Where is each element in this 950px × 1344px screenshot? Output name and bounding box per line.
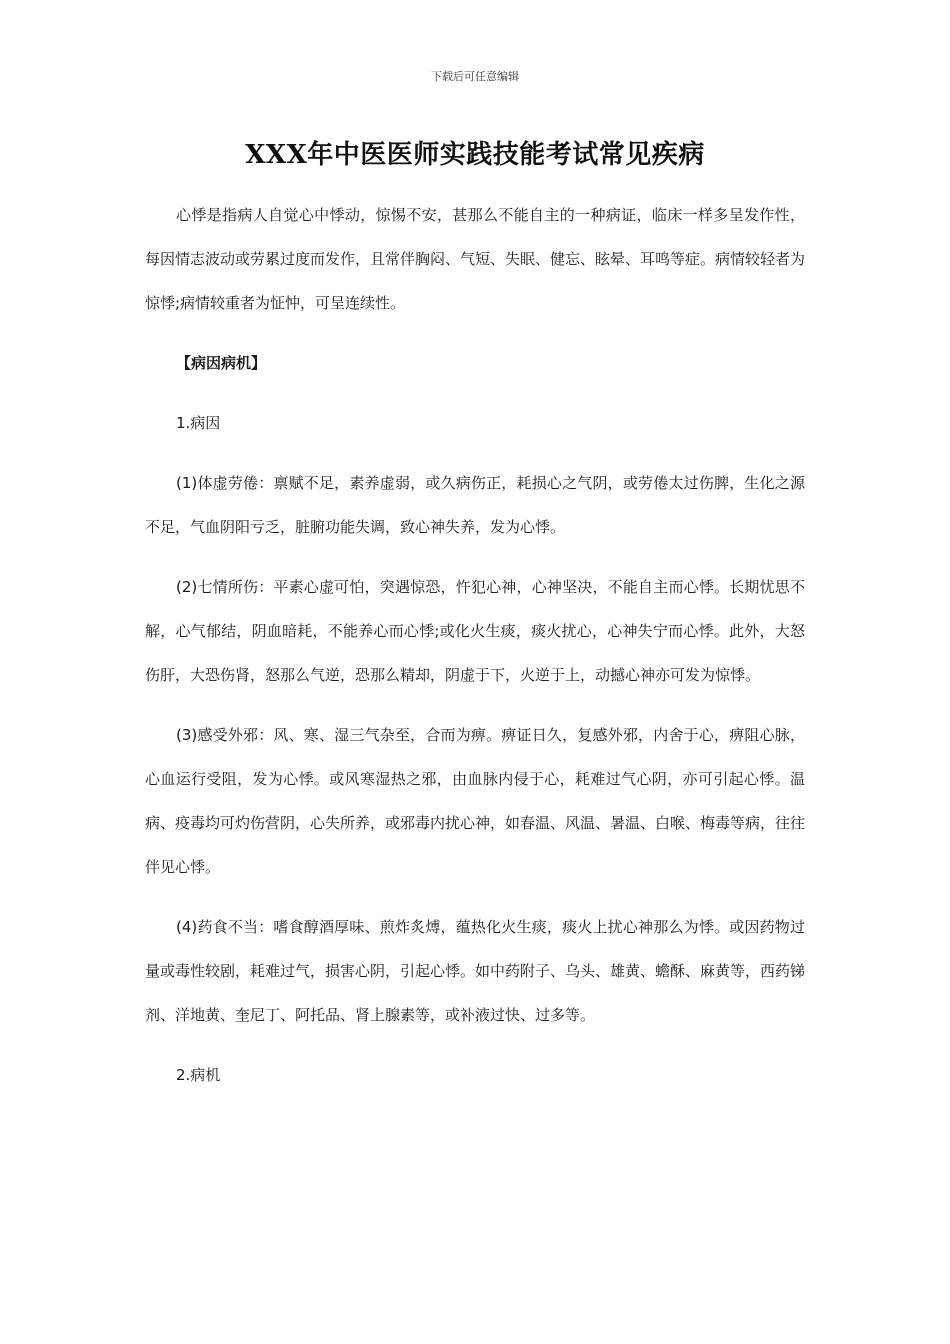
subsection-title-cause: 1.病因 — [176, 414, 221, 432]
document-title: XXX年中医医师实践技能考试常见疾病 — [245, 140, 705, 170]
subsection-title-mechanism: 2.病机 — [176, 1066, 221, 1084]
cause-item-3: (3)感受外邪：风、寒、湿三气杂至，合而为痹。痹证日久，复感外邪，内舍于心，痹阻心脉，心血运行受阻，发为心悸。或风寒湿热之邪，由血脉内侵于心，耗难过气心阴，亦可引起心悸。温病、疫毒均可灼伤营阴，心失所养，或邪毒内扰心神，如春温、风温、暑温、白喉、梅毒等病，往往伴见心悸。 — [145, 726, 806, 876]
cause-item-4: (4)药食不当：嗜食醇酒厚味、煎炸炙煿，蕴热化火生痰，痰火上扰心神那么为悸。或因药物过量或毒性较剧，耗难过气，损害心阴，引起心悸。如中药附子、乌头、雄黄、蟾酥、麻黄等，西药锑剂、洋地黄、奎尼丁、阿托品、肾上腺素等，或补液过快、过多等。 — [145, 918, 806, 1024]
intro-paragraph: 心悸是指病人自觉心中悸动，惊惕不安，甚那么不能自主的一种病证，临床一样多呈发作性，每因情志波动或劳累过度而发作，且常伴胸闷、气短、失眠、健忘、眩晕、耳鸣等症。病情较轻者为惊悸;病情较重者为怔忡，可呈连续性。 — [145, 206, 806, 312]
document-body — [145, 193, 805, 1097]
section-heading: 【病因病机】 — [176, 354, 267, 372]
cause-item-2: (2)七情所伤：平素心虚可怕，突遇惊恐，忤犯心神，心神坚决，不能自主而心悸。长期忧思不解，心气郁结，阴血暗耗，不能养心而心悸;或化火生痰，痰火扰心，心神失宁而心悸。此外，大怒伤肝，大恐伤肾，怒那么气逆，恐那么精却，阴虚于下，火逆于上，动撼心神亦可发为惊悸。 — [145, 578, 805, 684]
cause-item-1: (1)体虚劳倦：禀赋不足，素养虚弱，或久病伤正，耗损心之气阴，或劳倦太过伤脾，生化之源不足，气血阴阳亏乏，脏腑功能失调，致心神失养，发为心悸。 — [145, 474, 805, 536]
header-note: 下载后可任意编辑 — [431, 70, 519, 83]
